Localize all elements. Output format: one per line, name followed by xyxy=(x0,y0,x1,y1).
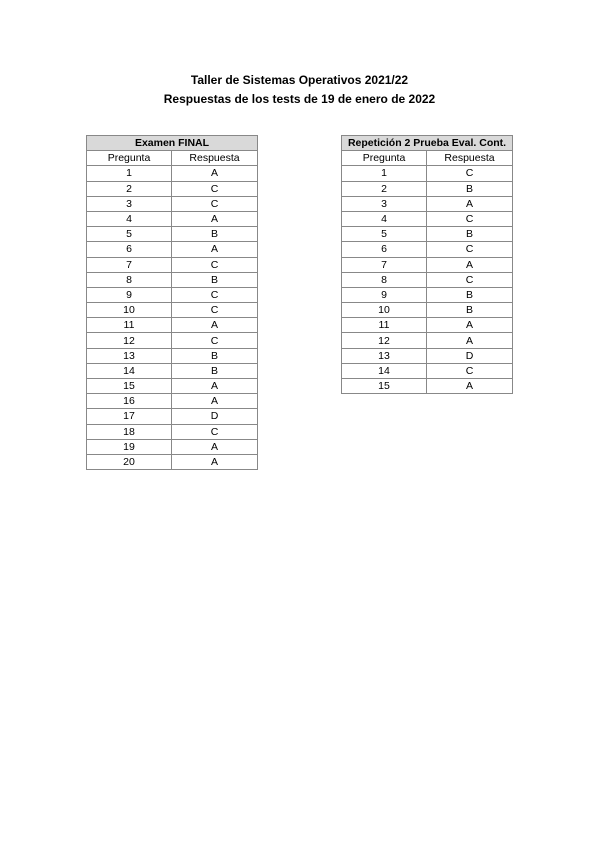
question-number-cell: 6 xyxy=(87,242,172,257)
question-number-cell: 11 xyxy=(87,318,172,333)
table-row xyxy=(87,333,258,348)
table-row xyxy=(87,166,258,181)
question-number-cell: 2 xyxy=(342,181,427,196)
table-row xyxy=(87,379,258,394)
table-row xyxy=(87,211,258,226)
column-header-question: Pregunta xyxy=(87,151,172,166)
answer-cell: C xyxy=(172,181,258,196)
table-row xyxy=(87,242,258,257)
table-row xyxy=(342,257,513,272)
question-number-cell: 19 xyxy=(87,439,172,454)
answer-cell: B xyxy=(427,227,513,242)
question-number-cell: 7 xyxy=(87,257,172,272)
question-number-cell: 8 xyxy=(342,272,427,287)
answer-cell: C xyxy=(427,363,513,378)
table-row xyxy=(342,363,513,378)
question-number-cell: 15 xyxy=(342,379,427,394)
answer-cell: A xyxy=(427,196,513,211)
table-row xyxy=(342,348,513,363)
table-caption: Repetición 2 Prueba Eval. Cont. xyxy=(342,136,513,151)
question-number-cell: 3 xyxy=(342,196,427,211)
answer-cell: A xyxy=(172,211,258,226)
document-header xyxy=(0,71,599,109)
table-row xyxy=(87,287,258,302)
question-number-cell: 4 xyxy=(342,211,427,226)
question-number-cell: 13 xyxy=(342,348,427,363)
table-row xyxy=(342,181,513,196)
answer-cell: D xyxy=(427,348,513,363)
question-number-cell: 5 xyxy=(87,227,172,242)
table-row xyxy=(342,272,513,287)
question-number-cell: 11 xyxy=(342,318,427,333)
question-number-cell: 3 xyxy=(87,196,172,211)
question-number-cell: 12 xyxy=(342,333,427,348)
answer-cell: A xyxy=(172,166,258,181)
answer-cell: A xyxy=(427,257,513,272)
answer-cell: D xyxy=(172,409,258,424)
table-row xyxy=(87,181,258,196)
question-number-cell: 14 xyxy=(87,363,172,378)
answer-cell: C xyxy=(427,211,513,226)
answer-cell: C xyxy=(172,424,258,439)
table-row xyxy=(342,379,513,394)
table-row xyxy=(342,242,513,257)
table-body xyxy=(342,166,513,394)
answer-cell: A xyxy=(172,394,258,409)
answer-cell: B xyxy=(427,303,513,318)
table-row xyxy=(342,196,513,211)
table-row xyxy=(87,348,258,363)
question-number-cell: 9 xyxy=(87,287,172,302)
answers-table-repeat-eval xyxy=(341,135,513,394)
answer-cell: C xyxy=(172,333,258,348)
table-row xyxy=(87,272,258,287)
answer-cell: C xyxy=(172,257,258,272)
answer-cell: C xyxy=(172,196,258,211)
table-row xyxy=(87,439,258,454)
question-number-cell: 2 xyxy=(87,181,172,196)
question-number-cell: 16 xyxy=(87,394,172,409)
answer-cell: C xyxy=(427,166,513,181)
question-number-cell: 15 xyxy=(87,379,172,394)
answer-cell: A xyxy=(172,439,258,454)
table-row xyxy=(87,424,258,439)
table-caption: Examen FINAL xyxy=(87,136,258,151)
answer-cell: A xyxy=(427,333,513,348)
answer-cell: B xyxy=(172,227,258,242)
table-row xyxy=(342,166,513,181)
answer-cell: A xyxy=(172,454,258,469)
question-number-cell: 6 xyxy=(342,242,427,257)
table-row xyxy=(342,211,513,226)
answer-cell: C xyxy=(172,287,258,302)
answer-cell: A xyxy=(427,379,513,394)
answer-cell: A xyxy=(172,379,258,394)
answer-cell: C xyxy=(172,303,258,318)
table-row xyxy=(87,227,258,242)
table-row xyxy=(342,318,513,333)
table-row xyxy=(342,287,513,302)
question-number-cell: 1 xyxy=(87,166,172,181)
answer-cell: A xyxy=(172,242,258,257)
question-number-cell: 12 xyxy=(87,333,172,348)
table-row xyxy=(87,303,258,318)
question-number-cell: 14 xyxy=(342,363,427,378)
table-row xyxy=(342,333,513,348)
table-row xyxy=(342,303,513,318)
answer-cell: A xyxy=(172,318,258,333)
table-row xyxy=(87,363,258,378)
table-row xyxy=(87,394,258,409)
table-row xyxy=(87,318,258,333)
column-header-answer: Respuesta xyxy=(172,151,258,166)
answer-cell: C xyxy=(427,242,513,257)
table-row xyxy=(87,454,258,469)
document-title: Taller de Sistemas Operativos 2021/22 xyxy=(190,73,409,87)
table-row xyxy=(342,227,513,242)
question-number-cell: 13 xyxy=(87,348,172,363)
answer-cell: B xyxy=(172,348,258,363)
answers-table-final-exam xyxy=(86,135,258,470)
document-subtitle: Respuestas de los tests de 19 de enero de 2022 xyxy=(163,92,436,106)
table-body xyxy=(87,166,258,470)
table-row xyxy=(87,196,258,211)
answer-cell: B xyxy=(172,272,258,287)
question-number-cell: 10 xyxy=(342,303,427,318)
question-number-cell: 9 xyxy=(342,287,427,302)
question-number-cell: 8 xyxy=(87,272,172,287)
question-number-cell: 1 xyxy=(342,166,427,181)
question-number-cell: 20 xyxy=(87,454,172,469)
table-row xyxy=(87,409,258,424)
question-number-cell: 7 xyxy=(342,257,427,272)
answer-cell: A xyxy=(427,318,513,333)
table-row xyxy=(87,257,258,272)
column-header-question: Pregunta xyxy=(342,151,427,166)
question-number-cell: 10 xyxy=(87,303,172,318)
question-number-cell: 17 xyxy=(87,409,172,424)
answer-cell: B xyxy=(427,181,513,196)
column-header-answer: Respuesta xyxy=(427,151,513,166)
question-number-cell: 4 xyxy=(87,211,172,226)
question-number-cell: 18 xyxy=(87,424,172,439)
question-number-cell: 5 xyxy=(342,227,427,242)
answer-cell: B xyxy=(427,287,513,302)
answer-cell: C xyxy=(427,272,513,287)
answer-cell: B xyxy=(172,363,258,378)
